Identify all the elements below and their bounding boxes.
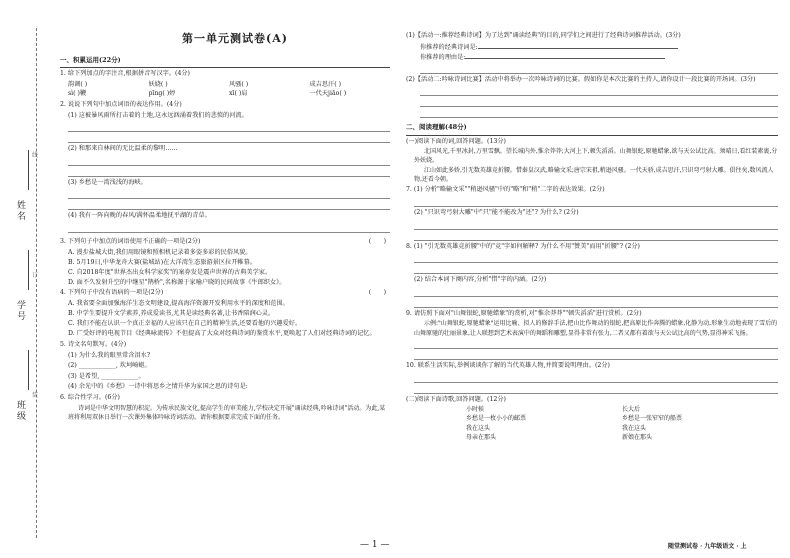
pinyin-item[interactable]: 风骚( ) <box>229 80 249 88</box>
gutter-cut-mark: 装 <box>32 392 39 399</box>
sub-question: (1) 这被暴风雨所打击着的土地,这永远汹涌着我们的悲愤的河流。 <box>68 111 248 119</box>
answer-paren[interactable]: ( ) <box>368 237 386 245</box>
sub-question: (2) "只识弯弓射大雕"中"只"能不能改为"还"? 为什么? (2分) <box>414 208 579 216</box>
prompt-text: 你推荐的经典诗词是: <box>420 43 478 51</box>
sub-question: (2) 结合本词下阕内容,分析"惜"字的内涵。(2分) <box>414 276 547 284</box>
recite-item: (4) 余光中的《乡愁》一诗中将思乡之情升华为家国之思的诗句是: <box>68 383 248 391</box>
answer-line[interactable] <box>68 132 390 143</box>
option: C. 自2018年度"世界杰出女科学家奖"的案券发是震声世界的古典美学家。 <box>68 268 272 276</box>
question: 9. 请仿照下面对"山舞银蛇,原驰蜡象"的赏析,对"惟余莽莽""顿失滔滔"进行赏析。(2分) <box>406 309 642 317</box>
poem-line: 我在这头 <box>622 424 647 432</box>
answer-line[interactable] <box>414 196 778 207</box>
page-title: 第一单元测试卷(A) <box>182 32 288 45</box>
answer-line[interactable] <box>414 252 778 263</box>
question: 10. 联系生活实际,举例谈谈你了解的当代英雄人物,并简要说明理由。(2分) <box>406 361 610 369</box>
answer-blank[interactable] <box>478 42 678 49</box>
passage-text: 北国风光,千里冰封,万里雪飘。望长城内外,惟余莽莽;大河上下,顿失滔滔。山舞银蛇,原驰蜡象,欲与天公试比高。须晴日,看红装素裹,分外妖娆。 <box>414 148 778 165</box>
option: B. 中学生要提升文学素养,养成爱读书,尤其是读经典名著,让书香陪润心灵。 <box>68 310 275 318</box>
poem-line: 新娘在那头 <box>622 434 653 442</box>
class-blank <box>28 350 29 390</box>
question: 8. (1) "引无数英雄竞折腰"中的"竞"字如何解释? 为什么不用"赞美"而用"折腰"? (2分) <box>406 242 640 250</box>
binding-gutter <box>0 0 56 558</box>
pinyin-item[interactable]: 韵调( ) <box>68 80 88 88</box>
question <box>60 288 390 298</box>
prompt-line <box>406 42 778 53</box>
sub-question: (2) 和那来自林间的无比温柔的黎明…… <box>68 145 178 153</box>
pinyin-row <box>60 80 390 90</box>
answer-line[interactable] <box>414 338 778 349</box>
gutter-id-label: 学号 <box>15 300 25 322</box>
recite-item: (1) 为什么我的眼里常含泪水? <box>68 351 151 359</box>
poem-line: 我在这头 <box>466 424 491 432</box>
cut-line <box>36 28 37 538</box>
question: 6. 综合性学习。(6分) <box>60 394 120 402</box>
answer-line[interactable] <box>414 219 778 230</box>
answer-blank[interactable] <box>465 52 665 59</box>
question: 7. (1) 分析"略输文采""稍逊风骚"中的"略"和"稍"二字的表达效果。(2分) <box>406 186 605 194</box>
gutter-cut-mark: 线 <box>32 152 39 159</box>
question-text: 4. 下列句子中没有语病的一项是(2分) <box>60 289 164 297</box>
answer-line[interactable] <box>414 230 778 241</box>
gutter-cut-mark: 订 <box>32 272 39 279</box>
answer-line[interactable] <box>414 383 778 394</box>
answer-line[interactable] <box>414 372 778 383</box>
id-blank <box>28 250 29 290</box>
reading-part: (二)阅读下面诗歌,回答问题。(12分) <box>406 395 506 403</box>
answer-line[interactable] <box>68 121 390 132</box>
pinyin-item[interactable]: 妖娆( ) <box>148 80 168 88</box>
question <box>60 237 390 247</box>
answer-line[interactable] <box>68 199 390 210</box>
sub-question: (4) 我有一阵向晚的春风/满怀温柔地抚平湖的青草。 <box>68 212 211 220</box>
answer-line[interactable] <box>68 188 390 199</box>
recite-item: (2) ____________, 坎坷崎岖。 <box>68 362 151 370</box>
name-blank <box>28 150 29 190</box>
right-column <box>406 30 778 442</box>
divider <box>60 67 390 68</box>
answer-line[interactable] <box>420 107 778 118</box>
answer-line[interactable] <box>68 166 390 177</box>
question-text: 3. 下列句子中加点的词语使用不正确的一项是(2分) <box>60 237 201 245</box>
recite-item: (3) 是希望, ____________。 <box>68 372 145 380</box>
answer-line[interactable] <box>68 222 390 233</box>
pinyin-row <box>60 89 390 99</box>
answer-line[interactable] <box>414 263 778 274</box>
option: B. 5月19日,中华龙舟大赛(盐城站)在大洋湾生态旅游景区拉开帷幕。 <box>68 258 256 266</box>
answer-line[interactable] <box>420 96 778 107</box>
gutter-class-label: 班级 <box>15 400 25 422</box>
option: C. 我们不能在认识一个真正幸福的人应该只在自己的精神生活,还要看他的兴趣爱好。 <box>68 320 302 328</box>
question: 2. 说说下列句中加点词语的表达作用。(4分) <box>60 100 182 108</box>
poem-line: 长大后 <box>622 406 641 414</box>
poem-line: 小时候 <box>466 406 485 414</box>
question: (1)【活动一:推荐经典诗词】为了达到"诵读经典"的目的,同学们之间进行了经典诗词推荐活动。(3分) <box>406 32 681 39</box>
answer-line[interactable] <box>414 286 778 297</box>
pinyin-item[interactable]: xī( )肩 <box>229 90 248 98</box>
pinyin-item[interactable]: 一代天jiāo( ) <box>309 90 347 98</box>
divider <box>406 135 778 136</box>
task-description: 诗词是中华文明智慧的积淀。为传承民族文化,提高学生的审美能力,学校决定开展"诵读经典,吟咏诗词"活动。为此,某班将利用双休日举行一次课外集体吟咏诗词活动。请你根据要求完成下面的任务。 <box>68 404 386 421</box>
option: D. 广受好评的电视节目《经典咏流传》不但提高了大众对经典诗词的鉴赏水平,更唤起了人们对经典诗词的记忆。 <box>68 330 376 338</box>
answer-line[interactable] <box>420 85 778 96</box>
option: A. 漫步盐城大街,我们用眼镜和照相机记录着多姿多彩的民俗风貌。 <box>68 248 252 256</box>
answer-line[interactable] <box>414 297 778 308</box>
example-text: 示例:"山舞银蛇,原驰蜡象"运用比喻、拟人的修辞手法,把山比作舞动的银蛇,把高原比作奔腾的蜡象,化静为动,形象生动地表现了雪后的山舞原驰的壮丽景象,让人联想到艺术表演中的舞蹈和雕塑,显得非常有张力,二者又都有着欲与天公试比高的气势,显得神采飞扬。 <box>414 320 778 337</box>
section-heading: 一、积累运用(22分) <box>60 56 121 64</box>
passage-text: 江山如此多娇,引无数英雄竞折腰。惜秦皇汉武,略输文采;唐宗宋祖,稍逊风骚。一代天骄,成吉思汗,只识弯弓射大雕。俱往矣,数风流人物,还看今朝。 <box>414 166 774 183</box>
poem-line: 乡愁是一张窄窄的船票 <box>622 415 683 423</box>
poem <box>406 405 778 442</box>
pinyin-item[interactable]: 成吉思汗( ) <box>309 80 342 88</box>
pinyin-item[interactable]: pīng( )婷 <box>148 90 176 98</box>
question: 5. 诗文名句默写。(4分) <box>60 341 127 349</box>
left-column <box>60 52 390 422</box>
reading-part: (一)阅读下面的词,回答问题。(13分) <box>406 137 506 145</box>
answer-line[interactable] <box>68 155 390 166</box>
answer-line[interactable] <box>414 349 778 360</box>
question: (2)【活动二:吟咏诗词比赛】活动中将举办一次吟咏诗词的比赛。假如你是本次比赛的主持人,请你设计一段比赛的开场词。(3分) <box>406 75 756 83</box>
option: D. 面不久发射升空的中继星"鹊桥",名称源于家喻户晓的民间故事《牛郎织女》。 <box>68 278 286 286</box>
answer-paren[interactable]: ( ) <box>368 289 386 297</box>
prompt-text: 你推荐的理由是: <box>420 54 466 62</box>
answer-line[interactable] <box>420 63 778 74</box>
question: 1. 给下列加点的字注音,根据拼音写汉字。(4分) <box>60 70 190 78</box>
poem-line: 母亲在那头 <box>466 434 497 442</box>
sub-question: (3) 乡愁是一湾浅浅的海峡。 <box>68 178 147 186</box>
gutter-name-label: 姓名 <box>15 200 25 222</box>
section-heading: 二、阅读理解(48分) <box>406 123 467 132</box>
pinyin-item[interactable]: sì( )鞭 <box>68 90 87 98</box>
page-number: — 1 — <box>360 540 390 550</box>
option: A. 我省要全面加强海洋生态文明建设,提高海洋资源开发利用水平的深度和范围。 <box>68 300 289 308</box>
prompt-line <box>406 52 778 63</box>
footer-series: 随堂测试卷 · 九年级语文 · 上 <box>668 543 747 550</box>
poem-line: 乡愁是一枚小小的邮票 <box>466 415 527 423</box>
